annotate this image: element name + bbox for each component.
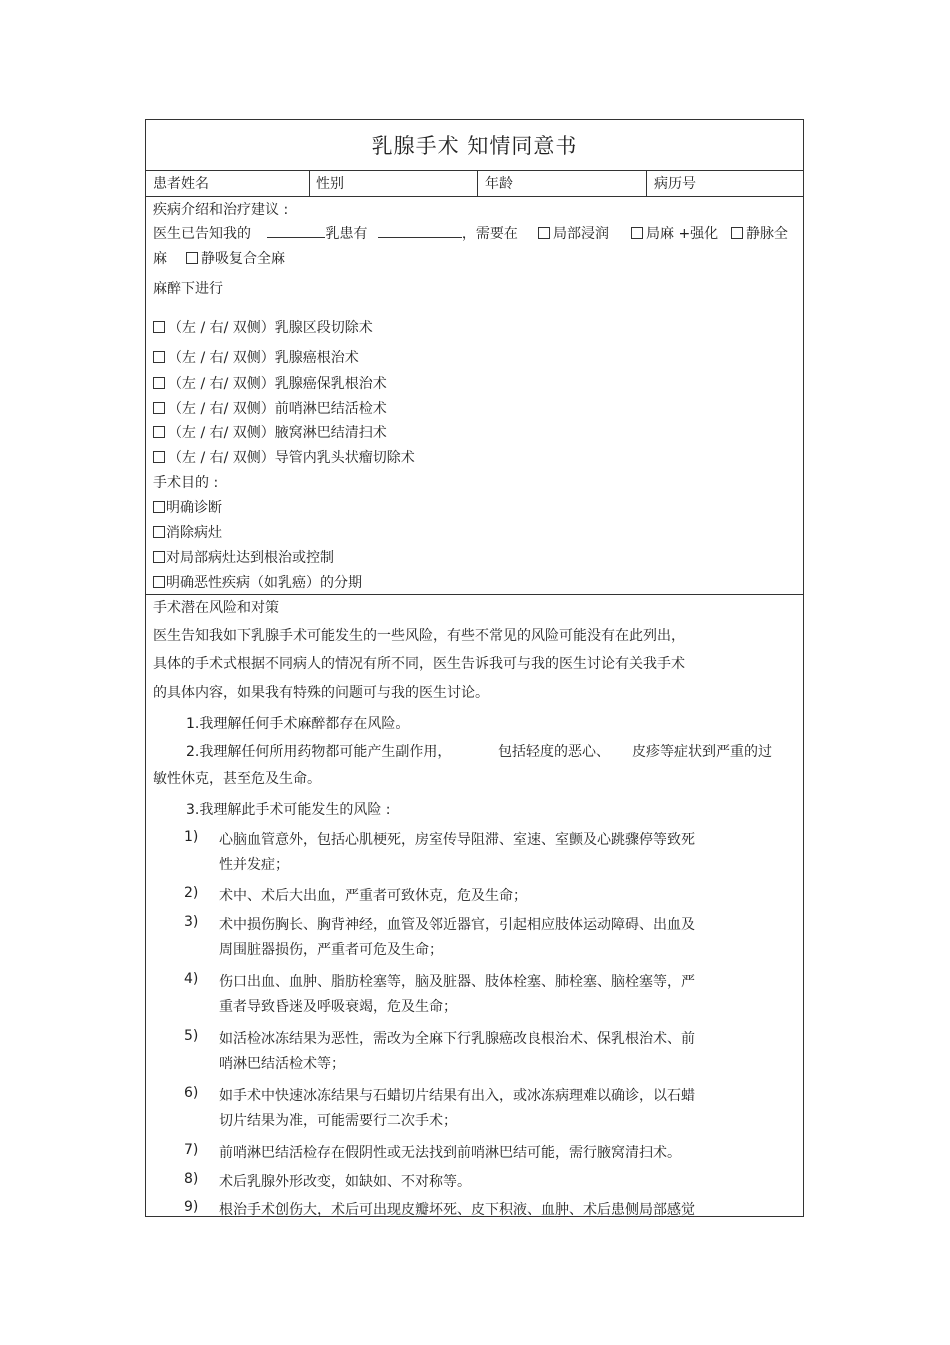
risk-heading: 手术潜在风险和对策 [153, 600, 279, 616]
risk-item-number: 4) [184, 971, 199, 987]
risk-statement-2d: 敏性休克，甚至危及生命。 [153, 771, 321, 787]
checkbox[interactable] [153, 526, 165, 538]
checkbox[interactable] [153, 377, 165, 389]
anesthesia-local-option[interactable]: 局部浸润 [538, 223, 609, 243]
risk-statement-1: 1.我理解任何手术麻醉都存在风险。 [186, 716, 410, 732]
risk-statement-2b: 包括轻度的恶心、 [498, 744, 610, 760]
risk-item-number: 3) [184, 914, 199, 930]
purpose-option[interactable]: 对局部病灶达到根治或控制 [153, 547, 334, 567]
intro-heading: 疾病介绍和治疗建议 : [153, 202, 289, 218]
checkbox[interactable] [153, 551, 165, 563]
checkbox[interactable] [153, 501, 165, 513]
checkbox[interactable] [538, 227, 550, 239]
intro-text-a: 医生已告知我的 [153, 226, 251, 242]
anesthesia-local-plus-option[interactable]: 局麻 +强化 [631, 223, 718, 243]
risk-item-text: 切片结果为准，可能需要行二次手术； [219, 1113, 457, 1129]
risk-item-text: 如活检冰冻结果为恶性，需改为全麻下行乳腺癌改良根治术、保乳根治术、前 [219, 1031, 695, 1047]
risk-item-text: 前哨淋巴结活检存在假阴性或无法找到前哨淋巴结可能，需行腋窝清扫术。 [219, 1145, 681, 1161]
purpose-option[interactable]: 明确恶性疾病（如乳癌）的分期 [153, 572, 362, 592]
purpose-heading: 手术目的 : [153, 475, 219, 491]
procedure-option[interactable]: （左 / 右/ 双侧）乳腺癌保乳根治术 [153, 373, 387, 393]
patient-name-label: 患者姓名 [153, 176, 209, 192]
intro-text-c: ，需要在 [461, 226, 518, 242]
risk-item-text: 伤口出血、血肿、脂肪栓塞等，脑及脏器、肢体栓塞、肺栓塞、脑栓塞等，严 [219, 974, 695, 990]
risk-item-number: 8) [184, 1171, 199, 1187]
intro-line-3: 麻醉下进行 [153, 281, 223, 297]
checkbox[interactable] [153, 351, 165, 363]
cell-divider [646, 170, 647, 196]
risk-statement-2a: 2.我理解任何所用药物都可能产生副作用， [186, 744, 452, 760]
blank-diagnosis-field[interactable] [378, 223, 462, 238]
risk-item-number: 2) [184, 885, 199, 901]
checkbox[interactable] [153, 402, 165, 414]
risk-item-text: 重者导致昏迷及呼吸衰竭，危及生命； [219, 999, 457, 1015]
risk-item-number: 7) [184, 1142, 199, 1158]
table-divider [146, 594, 803, 595]
risk-item-text: 心脑血管意外，包括心肌梗死，房室传导阻滞、室速、室颤及心跳骤停等致死 [219, 832, 695, 848]
consent-form-table [145, 119, 804, 1217]
purpose-option[interactable]: 消除病灶 [153, 522, 222, 542]
anesthesia-iv-option[interactable]: 静脉全 [731, 223, 788, 243]
checkbox[interactable] [631, 227, 643, 239]
procedure-option[interactable]: （左 / 右/ 双侧）导管内乳头状瘤切除术 [153, 447, 415, 467]
blank-side-field[interactable] [267, 223, 325, 238]
procedure-option[interactable]: （左 / 右/ 双侧）前哨淋巴结活检术 [153, 398, 387, 418]
cell-divider [309, 170, 310, 196]
intro-line-2: 麻 [153, 251, 167, 267]
checkbox[interactable] [186, 252, 198, 264]
risk-paragraph-line: 的具体内容，如果我有特殊的问题可与我的医生讨论。 [153, 685, 489, 701]
form-title: 乳腺手术 知情同意书 [371, 134, 578, 158]
risk-item-text: 术中、术后大出血，严重者可致休克，危及生命； [219, 888, 527, 904]
risk-item-text: 哨淋巴结活检术等； [219, 1056, 345, 1072]
checkbox[interactable] [731, 227, 743, 239]
purpose-option[interactable]: 明确诊断 [153, 497, 222, 517]
risk-item-text: 术中损伤胸长、胸背神经，血管及邻近器官，引起相应肢体运动障碍、出血及 [219, 917, 695, 933]
intro-line-1 [153, 223, 518, 243]
risk-statement-3: 3.我理解此手术可能发生的风险 : [186, 802, 391, 818]
checkbox[interactable] [153, 426, 165, 438]
anesthesia-combined-option[interactable]: 静吸复合全麻 [186, 248, 285, 268]
risk-paragraph-line: 医生告知我如下乳腺手术可能发生的一些风险，有些不常见的风险可能没有在此列出， [153, 628, 685, 644]
checkbox[interactable] [153, 321, 165, 333]
risk-item-text: 性并发症； [219, 857, 289, 873]
procedure-option[interactable]: （左 / 右/ 双侧）乳腺癌根治术 [153, 347, 359, 367]
cell-divider [477, 170, 478, 196]
procedure-option[interactable]: （左 / 右/ 双侧）乳腺区段切除术 [153, 317, 373, 337]
gender-label: 性别 [316, 176, 344, 192]
intro-text-b: 乳患有 [325, 226, 368, 242]
checkbox[interactable] [153, 576, 165, 588]
checkbox[interactable] [153, 451, 165, 463]
risk-paragraph-line: 具体的手术式根据不同病人的情况有所不同，医生告诉我可与我的医生讨论有关我手术 [153, 656, 685, 672]
risk-item-text: 周围脏器损伤，严重者可危及生命； [219, 942, 443, 958]
table-divider [146, 196, 803, 197]
risk-item-number: 5) [184, 1028, 199, 1044]
risk-item-number: 1) [184, 829, 199, 845]
risk-item-text: 术后乳腺外形改变，如缺如、不对称等。 [219, 1174, 471, 1190]
risk-item-number: 6) [184, 1085, 199, 1101]
record-number-label: 病历号 [654, 176, 696, 192]
risk-statement-2c: 皮疹等症状到严重的过 [632, 744, 772, 760]
risk-item-text: 如手术中快速冰冻结果与石蜡切片结果有出入，或冰冻病理难以确诊，以石蜡 [219, 1088, 695, 1104]
age-label: 年龄 [485, 176, 513, 192]
risk-item-text: 根治手术创伤大，术后可出现皮瓣坏死、皮下积液、血肿、术后患侧局部感觉 [219, 1202, 695, 1218]
table-divider [146, 170, 803, 171]
procedure-option[interactable]: （左 / 右/ 双侧）腋窝淋巴结清扫术 [153, 422, 387, 442]
risk-item-number: 9) [184, 1199, 199, 1215]
